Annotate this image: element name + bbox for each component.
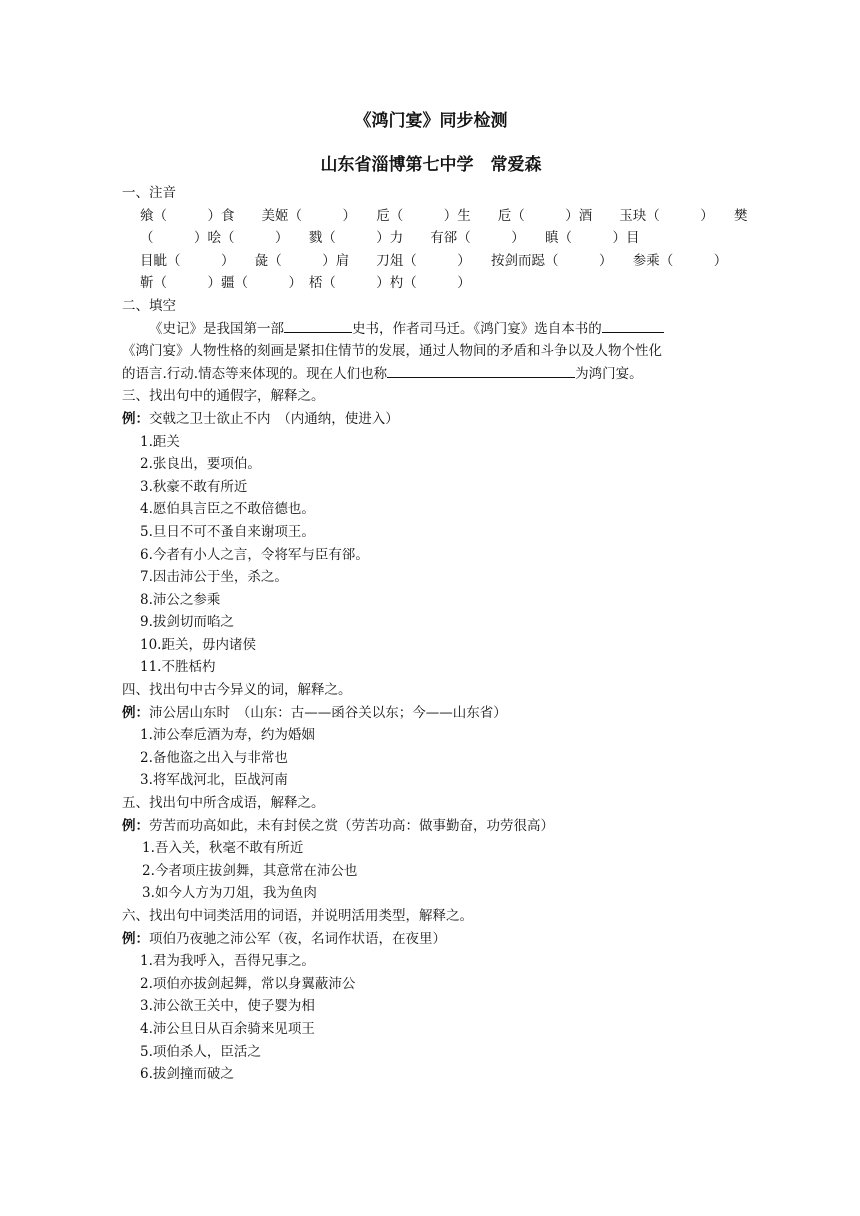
list-item: 3.沛公欲王关中，使子婴为相 (140, 998, 315, 1015)
list-item: 5.项伯杀人，臣活之 (140, 1043, 261, 1060)
section-4-heading: 四、找出句中古今异义的词，解释之。 (122, 682, 352, 699)
list-item: 7.因击沛公于坐，杀之。 (140, 569, 288, 586)
pinyin-row-3: 目眦（ ） 彘（ ）肩 刀俎（ ） 按剑而跽（ ） 参乘（ ） (140, 252, 728, 269)
list-item: 10.距关，毋内诸侯 (140, 636, 256, 653)
list-item: 1.沛公奉卮酒为寿，约为婚姻 (140, 727, 315, 744)
list-item: 1.君为我呼入，吾得兄事之。 (140, 953, 315, 970)
section-6-heading: 六、找出句中词类活用的词语，并说明活用类型，解释之。 (122, 908, 473, 924)
fill-text-1b: 史书，作者司马迁。《鸿门宴》选自本书的 (352, 320, 602, 337)
document-page (122, 110, 748, 1086)
list-item: 9.拔剑切而啗之 (140, 614, 234, 631)
section-2-heading: 二、填空 (122, 297, 176, 314)
example-text: 劳苦而功高如此，未有封侯之赏（劳苦功高：做事勤奋，功劳很高） (149, 817, 554, 834)
pinyin-row-1: 飨（ ）食 美姬（ ） 卮（ ）生 卮（ ）酒 玉玦（ ） 樊 (140, 207, 748, 224)
fill-text-1a: 《史记》是我国第一部 (149, 320, 284, 337)
example-text: 交戟之卫士欲止不内 （内通纳，使进入） (149, 410, 399, 427)
list-item: 2.张良出，要项伯。 (140, 456, 261, 473)
list-item: 6.今者有小人之言，令将军与臣有郤。 (140, 546, 369, 563)
list-item: 8.沛公之参乘 (140, 591, 221, 608)
list-item: 4.沛公旦日从百余骑来见项王 (140, 1020, 315, 1037)
list-item: 4.愿伯具言臣之不敢倍德也。 (140, 501, 315, 518)
section-5-example (122, 815, 740, 838)
section-3-heading: 三、找出句中的通假字，解释之。 (122, 388, 325, 405)
example-label: 例： (122, 817, 149, 834)
list-item: 1.距关 (140, 433, 180, 450)
section-3-example (122, 408, 740, 431)
example-text: 项伯乃夜驰之沛公军（夜，名词作状语，在夜里） (149, 930, 446, 947)
blank-3[interactable] (387, 363, 575, 378)
blank-2[interactable] (602, 318, 664, 333)
list-item: 3.将军战河北，臣战河南 (140, 772, 288, 789)
blank-1[interactable] (284, 318, 352, 333)
list-item: 2.今者项庄拔剑舞，其意常在沛公也 (142, 862, 358, 879)
fill-text-3b: 为鸿门宴。 (575, 365, 643, 382)
list-item: 1.吾入关，秋毫不敢有所近 (142, 840, 304, 857)
list-item: 3.秋豪不敢有所近 (140, 478, 248, 495)
fill-text-3a: 的语言.行动.情态等来体现的。现在人们也称 (122, 365, 388, 382)
section-4-example (122, 702, 740, 725)
fill-blank-line-2: 《鸿门宴》人物性格的刻画是紧扣住情节的发展，通过人物间的矛盾和斗争以及人物个性化 (122, 343, 662, 360)
example-label: 例： (122, 704, 149, 721)
pinyin-row-4: 靳（ ）疆（ ） 桮（ ）杓（ ） (140, 275, 471, 292)
section-6-example (122, 928, 740, 951)
example-label: 例： (122, 930, 149, 947)
list-item: 3.如今人方为刀俎，我为鱼肉 (142, 885, 317, 902)
example-text: 沛公居山东时 （山东：古——函谷关以东；今——山东省） (149, 704, 507, 721)
list-item: 2.项伯亦拔剑起舞，常以身翼蔽沛公 (140, 975, 356, 992)
fill-blank-line-1 (122, 318, 740, 341)
section-5-heading: 五、找出句中所含成语，解释之。 (122, 795, 325, 812)
list-item: 5.旦日不可不蚤自来谢项王。 (140, 523, 315, 540)
list-item: 6.拔剑撞而破之 (140, 1066, 234, 1083)
document-title: 《鸿门宴》同步检测 (354, 111, 508, 131)
example-label: 例： (122, 410, 149, 427)
list-item: 11.不胜栝杓 (140, 659, 216, 676)
pinyin-row-2: （ ）哙（ ） 戮（ ）力 有郤（ ） 瞋（ ）目 (140, 230, 640, 247)
document-author: 山东省淄博第七中学 常爱森 (320, 155, 542, 175)
section-1-heading: 一、注音 (122, 185, 176, 201)
fill-blank-line-3 (122, 363, 740, 386)
list-item: 2.备他盗之出入与非常也 (140, 749, 288, 766)
